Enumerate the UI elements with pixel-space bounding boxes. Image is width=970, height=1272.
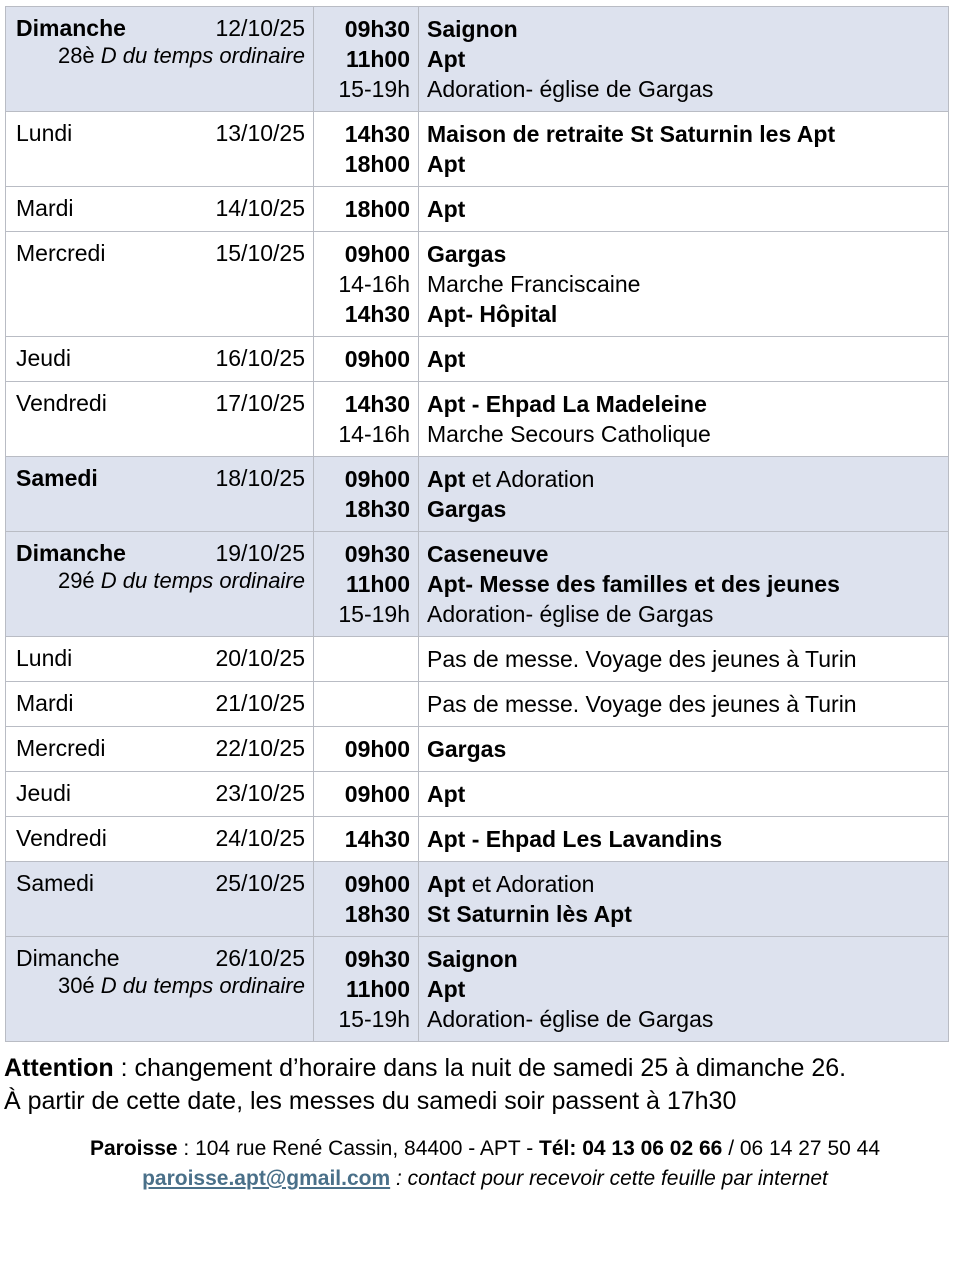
time-cell (314, 772, 419, 817)
event-place: Marche Franciscaine (427, 271, 641, 297)
parish-address: : 104 rue René Cassin, 84400 - APT - (177, 1137, 540, 1160)
notice-line-1-text: : changement d’horaire dans la nuit de samedi 25 à dimanche 26. (113, 1054, 847, 1082)
place-cell (419, 382, 949, 457)
parish-mobile: / 06 14 27 50 44 (722, 1137, 880, 1160)
day-cell (6, 7, 314, 112)
event-time: 11h00 (346, 571, 410, 597)
event-time: 18h00 (344, 151, 410, 177)
event-place-primary: Apt (427, 871, 466, 897)
event-time: 15-19h (338, 76, 410, 102)
day-cell (6, 232, 314, 337)
day-date: 25/10/25 (215, 870, 305, 896)
sunday-season-text: D du temps ordinaire (100, 43, 305, 68)
day-cell (6, 112, 314, 187)
day-date: 23/10/25 (215, 780, 305, 806)
day-date: 19/10/25 (215, 540, 305, 566)
event-time: 09h30 (344, 541, 410, 567)
event-place: Apt (427, 976, 466, 1002)
parish-contact-footer (0, 1134, 970, 1194)
event-time: 09h00 (344, 736, 410, 762)
schedule-row (6, 682, 949, 727)
day-date: 17/10/25 (215, 390, 305, 416)
time-cell (314, 382, 419, 457)
day-cell (6, 817, 314, 862)
time-cell (314, 112, 419, 187)
sunday-ordinal: 28è (57, 43, 101, 68)
day-name: Samedi (16, 870, 94, 896)
schedule-row (6, 232, 949, 337)
schedule-row (6, 382, 949, 457)
day-date: 15/10/25 (215, 240, 305, 266)
event-place: Apt (427, 196, 466, 222)
event-place: Apt- Messe des familles et des jeunes (427, 571, 840, 597)
notice-line-2: À partir de cette date, les messes du samedi soir passent à 17h30 (4, 1087, 737, 1115)
event-time: 09h30 (344, 16, 410, 42)
schedule-row (6, 772, 949, 817)
time-cell (314, 7, 419, 112)
schedule-row (6, 532, 949, 637)
event-place: Adoration- église de Gargas (427, 601, 714, 627)
day-name: Jeudi (16, 345, 71, 371)
day-name: Mercredi (16, 735, 106, 761)
parish-phone: Tél: 04 13 06 02 66 (539, 1137, 723, 1160)
day-date: 13/10/25 (215, 120, 305, 146)
time-cell (314, 187, 419, 232)
parish-email-link[interactable]: paroisse.apt@gmail.com (142, 1167, 391, 1190)
event-time: 11h00 (346, 976, 410, 1002)
place-cell (419, 337, 949, 382)
day-name: Samedi (16, 465, 98, 491)
day-cell (6, 862, 314, 937)
event-place: Apt - Ehpad La Madeleine (427, 391, 707, 417)
event-time: 09h00 (344, 241, 410, 267)
event-time: 18h00 (344, 196, 410, 222)
event-place: Gargas (427, 241, 507, 267)
footer-email-line (0, 1164, 970, 1194)
liturgical-sunday-label (16, 567, 305, 595)
time-cell (314, 817, 419, 862)
place-cell (419, 772, 949, 817)
day-name: Lundi (16, 120, 73, 146)
event-place: Marche Secours Catholique (427, 421, 711, 447)
event-place-secondary: et Adoration (465, 871, 595, 897)
event-time: 09h00 (344, 781, 410, 807)
time-cell (314, 232, 419, 337)
day-cell (6, 187, 314, 232)
event-place: Saignon (427, 946, 518, 972)
event-place (427, 869, 942, 899)
event-place: Adoration- église de Gargas (427, 76, 714, 102)
place-cell (419, 532, 949, 637)
event-place: Adoration- église de Gargas (427, 1006, 714, 1032)
event-time: 14-16h (338, 271, 410, 297)
schedule-row (6, 937, 949, 1042)
notice-line-1 (4, 1052, 964, 1085)
event-time: 11h00 (346, 46, 410, 72)
schedule-row (6, 457, 949, 532)
parish-email-note: : contact pour recevoir cette feuille par internet (390, 1167, 828, 1190)
schedule-row (6, 727, 949, 772)
place-cell (419, 637, 949, 682)
place-cell (419, 727, 949, 772)
day-cell (6, 382, 314, 457)
place-cell (419, 817, 949, 862)
event-place: Gargas (427, 496, 507, 522)
liturgical-sunday-label (16, 972, 305, 1000)
event-time: 15-19h (338, 601, 410, 627)
day-name: Mardi (16, 690, 74, 716)
time-cell (314, 637, 419, 682)
event-place: Apt (427, 46, 466, 72)
day-date: 14/10/25 (215, 195, 305, 221)
day-name: Vendredi (16, 390, 107, 416)
schedule-row (6, 187, 949, 232)
footer-address-line (0, 1134, 970, 1164)
event-place: Caseneuve (427, 541, 549, 567)
day-name: Mardi (16, 195, 74, 221)
event-place (427, 464, 942, 494)
schedule-row (6, 862, 949, 937)
day-name: Jeudi (16, 780, 71, 806)
liturgical-sunday-label (16, 42, 305, 70)
day-date: 20/10/25 (215, 645, 305, 671)
day-date: 21/10/25 (215, 690, 305, 716)
schedule-row (6, 7, 949, 112)
event-time: 09h00 (344, 346, 410, 372)
event-place: Apt (427, 781, 466, 807)
day-cell (6, 772, 314, 817)
place-cell (419, 862, 949, 937)
event-place-secondary: et Adoration (465, 466, 595, 492)
day-cell (6, 637, 314, 682)
sunday-ordinal: 30é (57, 973, 101, 998)
time-cell (314, 682, 419, 727)
parish-label: Paroisse (90, 1137, 178, 1160)
day-cell (6, 727, 314, 772)
time-cell (314, 532, 419, 637)
time-cell (314, 457, 419, 532)
mass-schedule-sheet (0, 6, 970, 1272)
time-cell (314, 937, 419, 1042)
sunday-season-text: D du temps ordinaire (100, 568, 305, 593)
schedule-row (6, 817, 949, 862)
event-place: St Saturnin lès Apt (427, 901, 632, 927)
day-name: Dimanche (16, 540, 126, 566)
schedule-table-body (6, 7, 949, 1042)
event-time: 14h30 (344, 391, 410, 417)
day-date: 26/10/25 (215, 945, 305, 971)
event-place: Pas de messe. Voyage des jeunes à Turin (427, 691, 857, 717)
place-cell (419, 187, 949, 232)
notice-label: Attention (4, 1054, 114, 1082)
day-cell (6, 682, 314, 727)
place-cell (419, 232, 949, 337)
day-name: Mercredi (16, 240, 106, 266)
time-cell (314, 727, 419, 772)
schedule-row (6, 337, 949, 382)
event-time: 14-16h (338, 421, 410, 447)
event-place: Apt (427, 346, 466, 372)
event-time: 14h30 (344, 121, 410, 147)
event-place: Pas de messe. Voyage des jeunes à Turin (427, 646, 857, 672)
event-place: Maison de retraite St Saturnin les Apt (427, 121, 836, 147)
schedule-change-notice (4, 1052, 964, 1118)
day-cell (6, 337, 314, 382)
day-date: 12/10/25 (215, 15, 305, 41)
event-time: 09h30 (344, 946, 410, 972)
time-cell (314, 337, 419, 382)
event-time: 14h30 (344, 301, 410, 327)
event-place: Apt- Hôpital (427, 301, 558, 327)
place-cell (419, 112, 949, 187)
sunday-ordinal: 29é (57, 568, 101, 593)
day-cell (6, 937, 314, 1042)
event-place: Gargas (427, 736, 507, 762)
event-time: 18h30 (344, 496, 410, 522)
event-place: Saignon (427, 16, 518, 42)
event-time: 09h00 (344, 871, 410, 897)
event-time: 15-19h (338, 1006, 410, 1032)
schedule-row (6, 112, 949, 187)
day-name: Dimanche (16, 945, 120, 971)
event-place: Apt (427, 151, 466, 177)
place-cell (419, 457, 949, 532)
day-name: Vendredi (16, 825, 107, 851)
sunday-season-text: D du temps ordinaire (100, 973, 305, 998)
place-cell (419, 7, 949, 112)
day-name: Dimanche (16, 15, 126, 41)
time-cell (314, 862, 419, 937)
event-time: 09h00 (344, 466, 410, 492)
event-time: 18h30 (344, 901, 410, 927)
place-cell (419, 682, 949, 727)
day-cell (6, 457, 314, 532)
schedule-row (6, 637, 949, 682)
day-name: Lundi (16, 645, 73, 671)
day-date: 18/10/25 (215, 465, 305, 491)
day-date: 16/10/25 (215, 345, 305, 371)
event-place: Apt - Ehpad Les Lavandins (427, 826, 723, 852)
place-cell (419, 937, 949, 1042)
day-date: 24/10/25 (215, 825, 305, 851)
day-date: 22/10/25 (215, 735, 305, 761)
day-cell (6, 532, 314, 637)
mass-schedule-table (5, 6, 949, 1042)
event-time: 14h30 (344, 826, 410, 852)
event-place-primary: Apt (427, 466, 466, 492)
